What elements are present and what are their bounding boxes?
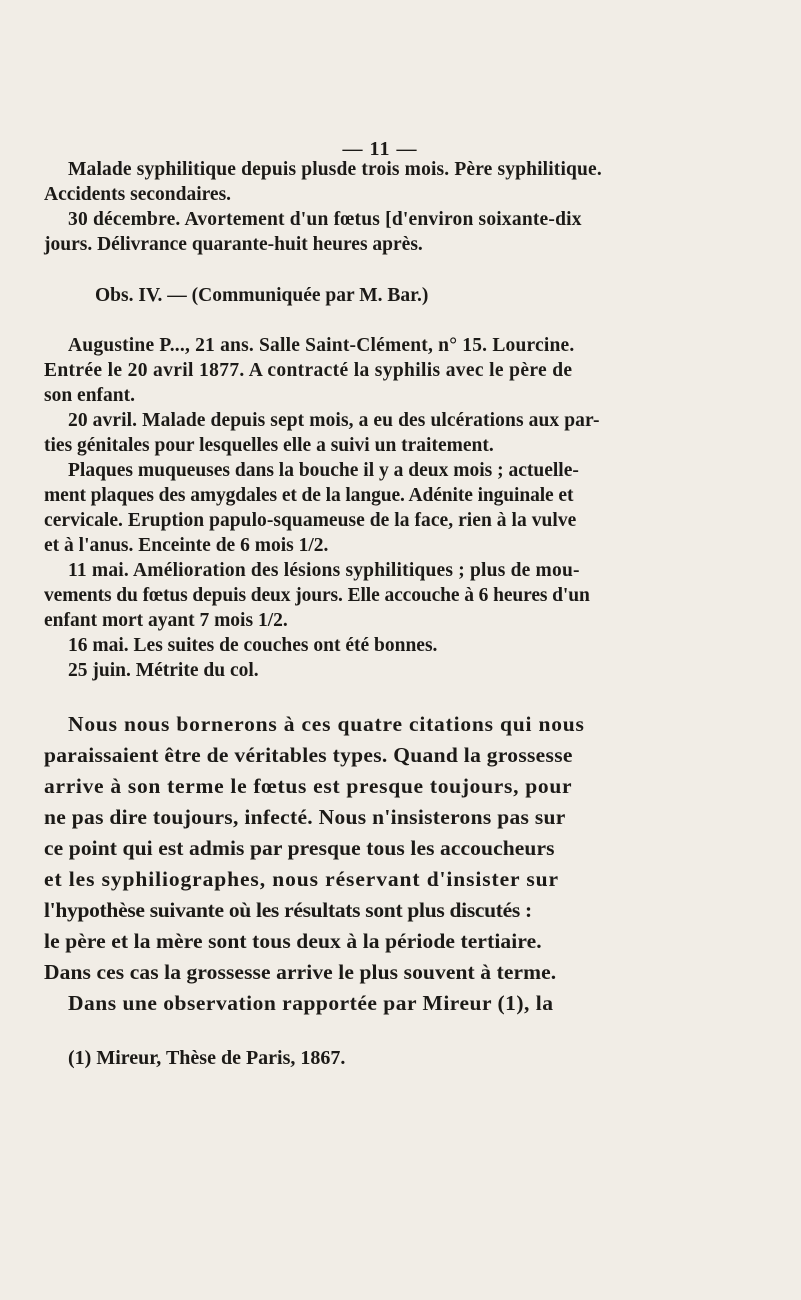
text-line: 20 avril. Malade depuis sept mois, a eu des ulcérations aux par- [68,410,600,431]
text-line: l'hypothèse suivante où les résultats sont plus discutés : [44,898,532,922]
text-line: arrive à son terme le fœtus est presque toujours, pour [44,774,573,798]
text-line: et les syphiliographes, nous réservant d'insister sur [44,867,559,891]
text-line: le père et la mère sont tous deux à la période tertiaire. [44,929,542,953]
text-line: Nous nous bornerons à ces quatre citations qui nous [68,712,585,736]
footnote: (1) Mireur, Thèse de Paris, 1867. [68,1047,346,1069]
text-line: Augustine P..., 21 ans. Salle Saint-Clément, n° 15. Lourcine. [68,335,575,356]
text-line: paraissaient être de véritables types. Quand la grossesse [44,743,573,767]
text-line: ties génitales pour lesquelles elle a suivi un traitement. [44,435,494,456]
text-line: Malade syphilitique depuis plusde trois mois. Père syphilitique. [68,159,602,180]
text-line: Entrée le 20 avril 1877. A contracté la syphilis avec le père de [44,360,573,381]
text-line: 25 juin. Métrite du col. [68,660,259,681]
text-line: Dans une observation rapportée par Mireur (1), la [68,991,554,1015]
text-line: cervicale. Eruption papulo-squameuse de la face, rien à la vulve [44,510,577,531]
text-line: jours. Délivrance quarante-huit heures après. [44,234,423,255]
text-line: 16 mai. Les suites de couches ont été bonnes. [68,635,438,656]
text-line: Plaques muqueuses dans la bouche il y a deux mois ; actuelle- [68,460,579,481]
observation-heading: Obs. IV. — (Communiquée par M. Bar.) [95,285,429,306]
text-line: son enfant. [44,385,136,406]
text-line: 30 décembre. Avortement d'un fœtus [d'environ soixante-dix [68,209,582,230]
text-line: 11 mai. Amélioration des lésions syphilitiques ; plus de mou- [68,560,580,581]
text-line: Accidents secondaires. [44,184,232,205]
text-line: Dans ces cas la grossesse arrive le plus souvent à terme. [44,960,557,984]
text-line: enfant mort ayant 7 mois 1/2. [44,610,288,631]
text-line: vements du fœtus depuis deux jours. Elle accouche à 6 heures d'un [44,585,590,606]
page-number: — 11 — [342,138,418,160]
text-line: ce point qui est admis par presque tous les accoucheurs [44,836,555,860]
text-line: et à l'anus. Enceinte de 6 mois 1/2. [44,535,329,556]
text-line: ment plaques des amygdales et de la langue. Adénite inguinale et [44,485,574,506]
text-line: ne pas dire toujours, infecté. Nous n'insisterons pas sur [44,805,566,829]
